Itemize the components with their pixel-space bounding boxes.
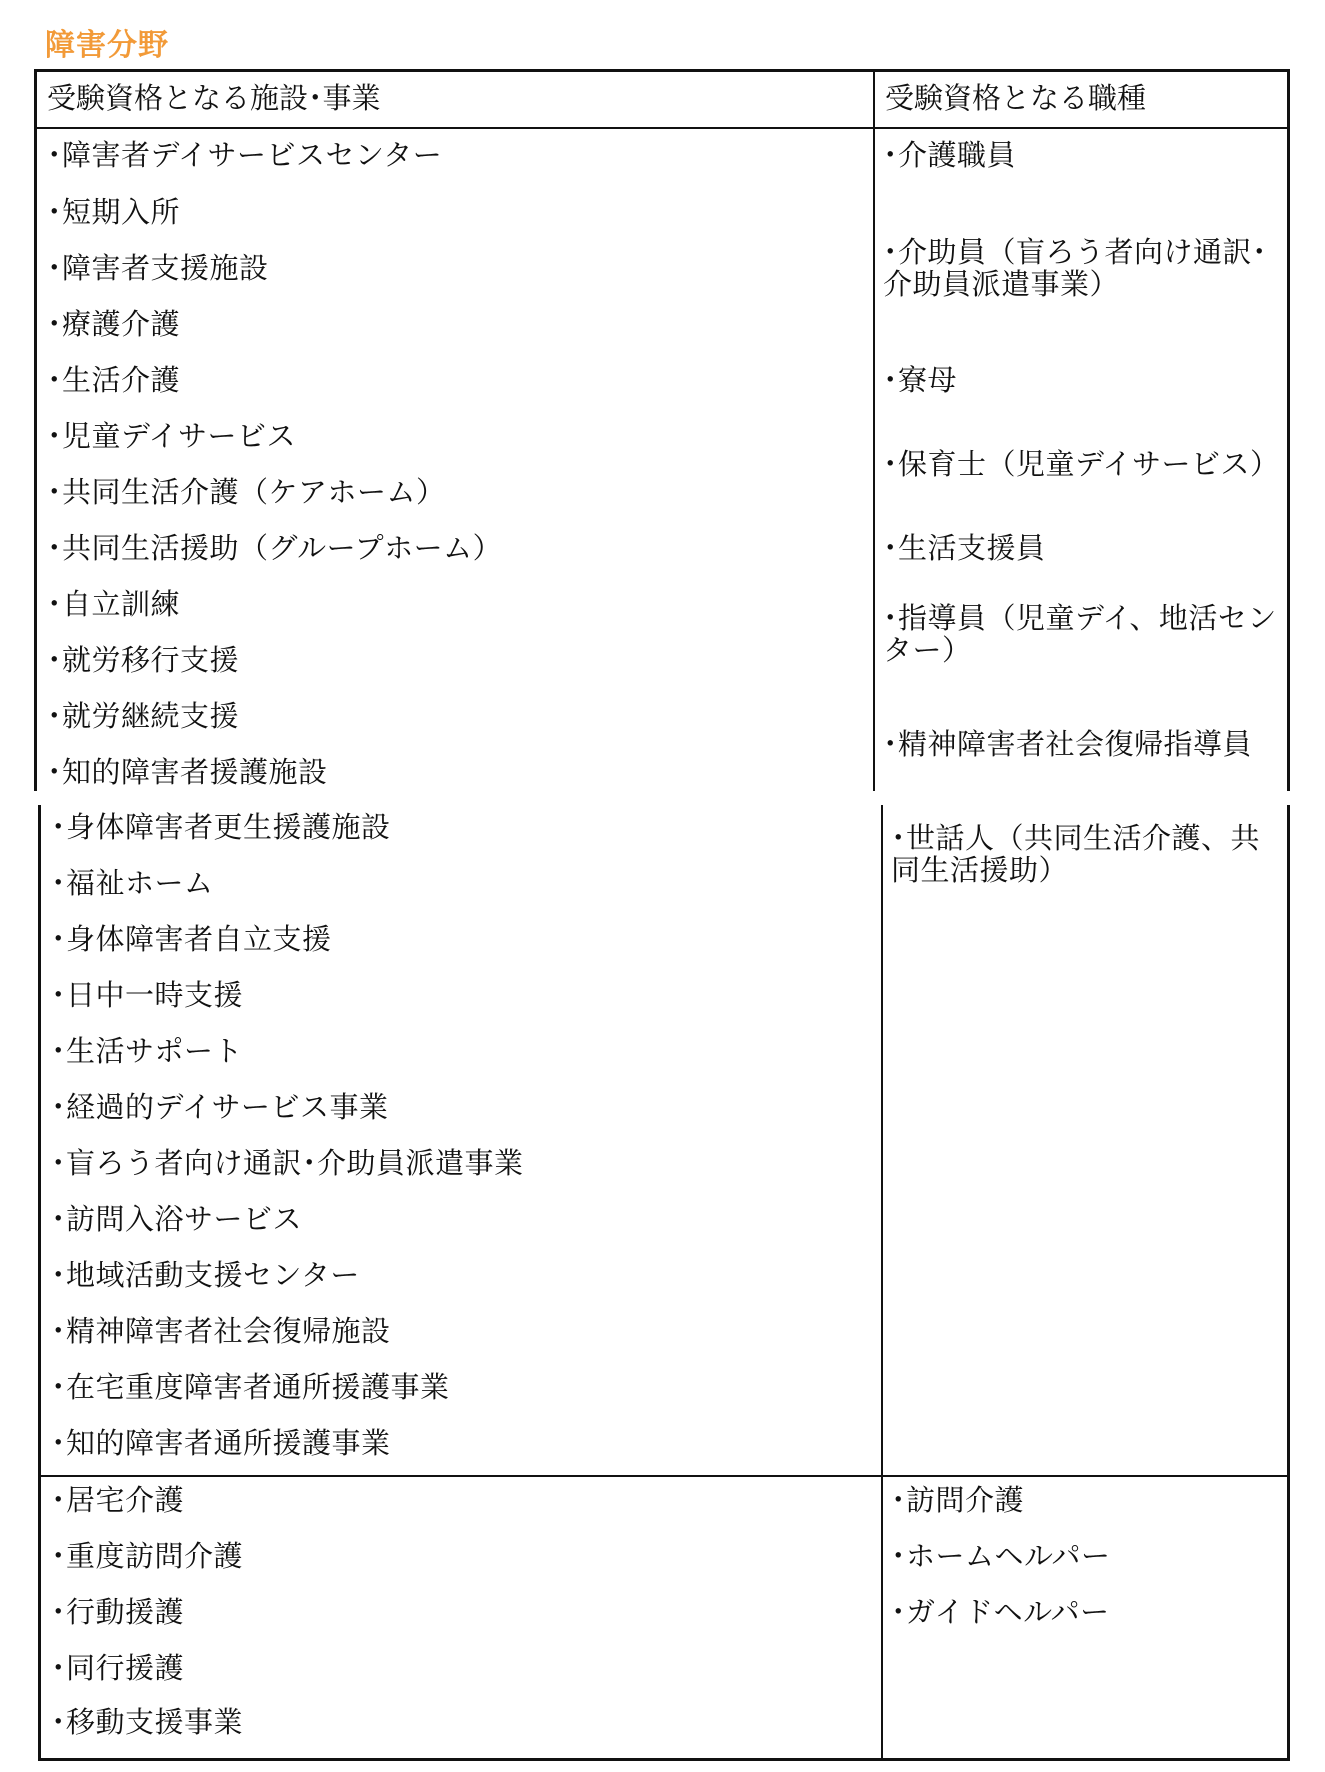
list-item: ･経過的デイサービス事業 [51,1090,389,1124]
list-item: ･児童デイサービス [47,419,296,453]
list-item: ･生活サポート [51,1034,244,1068]
list-item: ･日中一時支援 [51,978,244,1012]
list-item: ･精神障害者社会復帰指導員 [883,727,1253,761]
list-item: ･移動支援事業 [51,1705,244,1739]
list-item: ･短期入所 [47,195,181,229]
list-item: ･知的障害者通所援護事業 [51,1426,391,1460]
section-divider [41,1475,883,1477]
list-item: ･身体障害者更生援護施設 [51,810,391,844]
list-item: ･知的障害者援護施設 [47,755,328,789]
list-item: ･居宅介護 [51,1483,185,1517]
list-item: ･障害者支援施設 [47,251,269,285]
list-item: ･療護介護 [47,307,181,341]
list-item: ･世話人（共同生活介護、共同生活援助） [891,821,1261,887]
facility-column [41,805,883,1758]
list-item: ･同行援護 [51,1651,185,1685]
list-item: ･福祉ホーム [51,866,214,900]
occupation-column [875,72,1287,791]
list-item: ･共同生活援助（グループホーム） [47,531,503,565]
list-item: ･在宅重度障害者通所援護事業 [51,1370,450,1404]
list-item: ･生活支援員 [883,531,1046,565]
header-row-right [875,72,1287,129]
list-item: ･地域活動支援センター [51,1258,360,1292]
list-item: ･保育士（児童デイサービス） [883,447,1280,481]
list-item: ･ガイドヘルパー [891,1595,1110,1629]
occupation-header: 受験資格となる職種 [885,81,1147,115]
list-item: ･身体障害者自立支援 [51,922,332,956]
list-item: ･重度訪問介護 [51,1539,244,1573]
list-item: ･共同生活介護（ケアホーム） [47,475,446,509]
list-item: ･生活介護 [47,363,181,397]
header-row-left [37,72,873,129]
list-item: ･障害者デイサービスセンター [47,138,443,172]
list-item: ･就労移行支援 [47,643,240,677]
facility-header: 受験資格となる施設･事業 [47,81,381,115]
table-block-2 [38,805,1290,1761]
list-item: ･訪問介護 [891,1483,1025,1517]
list-item: ･ホームヘルパー [891,1539,1111,1573]
facility-column [37,72,875,791]
table-block-1 [34,69,1290,791]
page-title: 障害分野 [45,28,169,63]
list-item: ･行動援護 [51,1595,185,1629]
section-divider [883,1475,1287,1477]
list-item: ･介護職員 [883,138,1017,172]
list-item: ･精神障害者社会復帰施設 [51,1314,391,1348]
occupation-column [883,805,1287,1758]
list-item: ･寮母 [883,363,958,397]
list-item: ･盲ろう者向け通訳･介助員派遣事業 [51,1146,524,1180]
list-item: ･自立訓練 [47,587,181,621]
list-item: ･訪問入浴サービス [51,1202,303,1236]
list-item: ･指導員（児童デイ、地活センター） [883,601,1277,667]
list-item: ･就労継続支援 [47,699,240,733]
list-item: ･介助員（盲ろう者向け通訳･介助員派遣事業） [883,235,1268,301]
